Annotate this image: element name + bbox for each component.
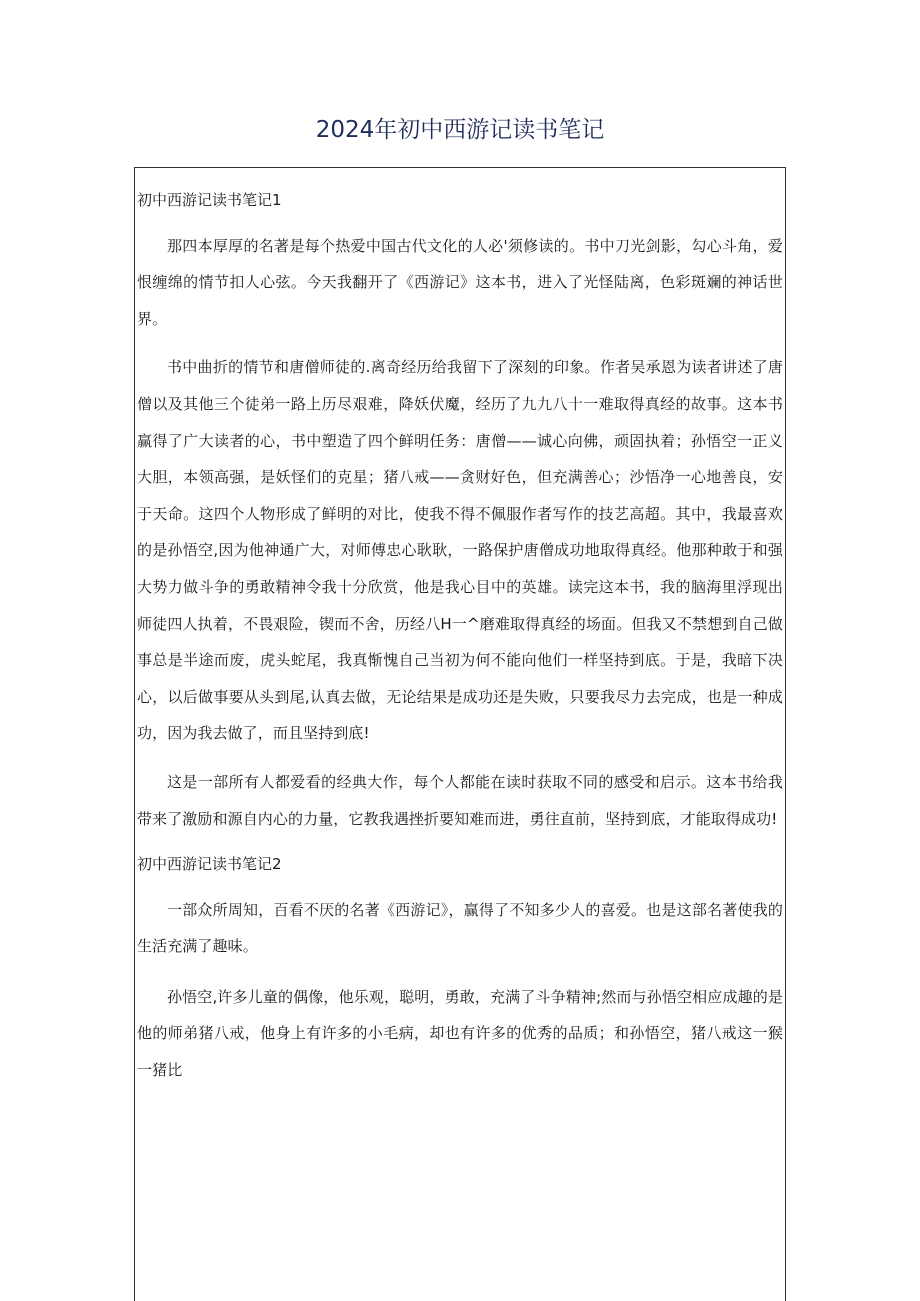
content-body [137, 182, 783, 1089]
paragraph: 孙悟空,许多儿童的偶像，他乐观，聪明，勇敢，充满了斗争精神;然而与孙悟空相应成趣的是他的师弟猪八戒，他身上有许多的小毛病，却也有许多的优秀的品质；和孙悟空，猪八戒这一猴一猪比 [137, 987, 783, 1080]
paragraph: 那四本厚厚的名著是每个热爱中国古代文化的人必'须修读的。书中刀光剑影，勾心斗角，爱恨缠绵的情节扣人心弦。今天我翻开了《西游记》这本书，进入了光怪陆离，色彩斑斓的神话世界。 [137, 236, 783, 328]
content-frame [134, 167, 786, 1301]
paragraph: 一部众所周知，百看不厌的名著《西游记》，赢得了不知多少人的喜爱。也是这部名著使我的生活充满了趣味。 [137, 900, 783, 956]
paragraph: 这是一部所有人都爱看的经典大作，每个人都能在读时获取不同的感受和启示。这本书给我带来了激励和源自内心的力量，它教我遇挫折要知难而进，勇往直前，坚持到底，才能取得成功! [137, 772, 783, 828]
document-title: 2024年初中西游记读书笔记 [315, 117, 605, 143]
section-heading-1: 初中西游记读书笔记1 [137, 191, 282, 209]
paragraph: 书中曲折的情节和唐僧师徒的.离奇经历给我留下了深刻的印象。作者吴承恩为读者讲述了唐僧以及其他三个徒弟一路上历尽艰难，降妖伏魔，经历了九九八十一难取得真经的故事。这本书赢得了广大读者的心，书中塑造了四个鲜明任务：唐僧——诚心向佛，顽固执着；孙悟空一正义大胆，本领高强，是妖怪们的克星；猪八戒——贪财好色，但充满善心；沙悟净一心地善良，安于天命。这四个人物形成了鲜明的对比，使我不得不佩服作者写作的技艺高超。其中，我最喜欢的是孙悟空,因为他神通广大，对师傅忠心耿耿，一路保护唐僧成功地取得真经。他那种敢于和强大势力做斗争的勇敢精神令我十分欣赏，他是我心目中的英雄。读完这本书，我的脑海里浮现出师徒四人执着，不畏艰险，锲而不舍，历经八H一^磨难取得真经的场面。但我又不禁想到自己做事总是半途而废，虎头蛇尾，我真惭愧自己当初为何不能向他们一样坚持到底。于是，我暗下决心，以后做事要从头到尾,认真去做，无论结果是成功还是失败，只要我尽力去完成，也是一种成功，因为我去做了，而且坚持到底! [137, 358, 783, 743]
section-heading-2: 初中西游记读书笔记2 [137, 855, 282, 874]
